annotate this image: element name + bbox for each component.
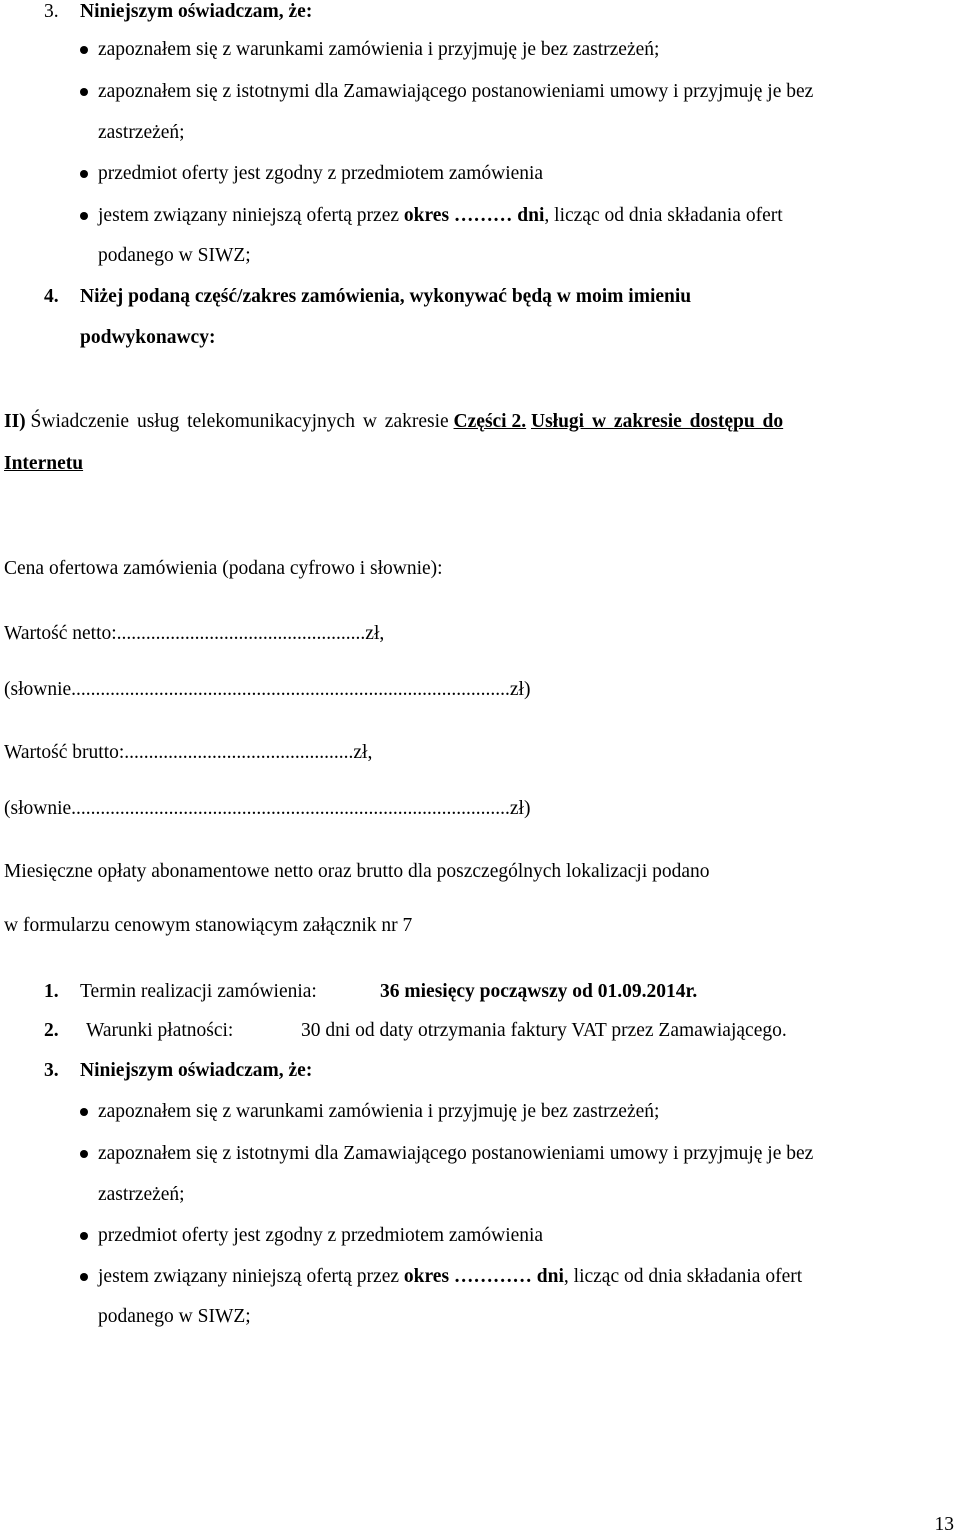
- net-value-field: Wartość netto:...................................................zł,: [4, 623, 385, 644]
- net-value-words-field: (słownie..........................................................................................zł): [4, 679, 531, 700]
- declaration-item: zapoznałem się z warunkami zamówienia i przyjmuję je bez zastrzeżeń;: [98, 1101, 660, 1122]
- part-2-title: Części 2.: [453, 411, 527, 432]
- section-3-heading: Niniejszym oświadczam, że:: [80, 1, 313, 22]
- bullet-icon: [80, 170, 88, 178]
- declaration-item: przedmiot oferty jest zgodny z przedmiotem zamówienia: [98, 163, 544, 184]
- monthly-fees-line1: Miesięczne opłaty abonamentowe netto oraz brutto dla poszczególnych lokalizacji podano: [4, 861, 710, 882]
- gross-value-words-field: (słownie..........................................................................................zł): [4, 798, 531, 819]
- dni-label: dni: [517, 205, 545, 226]
- term-number: 1.: [44, 981, 59, 1002]
- part-description: Świadczenie usług telekomunikacyjnych w zakresie: [30, 411, 449, 432]
- page-number: 13: [934, 1514, 954, 1535]
- term-number: 2.: [44, 1020, 59, 1041]
- okres-label: okres: [403, 1266, 450, 1287]
- declaration-item: zapoznałem się z istotnymi dla Zamawiającego postanowieniami umowy i przyjmuję je bez: [98, 81, 814, 102]
- offer-binding-text: jestem związany niniejszą ofertą przez: [98, 1266, 400, 1287]
- offer-binding-line: [98, 1265, 802, 1289]
- section-3-number: 3.: [44, 1060, 59, 1081]
- declaration-item: zapoznałem się z warunkami zamówienia i przyjmuję je bez zastrzeżeń;: [98, 39, 660, 60]
- declaration-item: zapoznałem się z istotnymi dla Zamawiającego postanowieniami umowy i przyjmuję je bez: [98, 1143, 814, 1164]
- gross-value-field: Wartość brutto:...............................................zł,: [4, 742, 373, 763]
- part-2-subject-cont: Internetu: [4, 453, 84, 474]
- offer-binding-line2: podanego w SIWZ;: [98, 245, 251, 266]
- bullet-icon: [80, 1232, 88, 1240]
- bullet-icon: [80, 212, 88, 220]
- section-3-number: 3.: [44, 1, 59, 22]
- okres-label: okres: [403, 205, 450, 226]
- bullet-icon: [80, 88, 88, 96]
- monthly-fees-line2: w formularzu cenowym stanowiącym załącznik nr 7: [4, 915, 413, 936]
- days-blank: ………: [453, 205, 513, 226]
- declaration-item: przedmiot oferty jest zgodny z przedmiotem zamówienia: [98, 1225, 544, 1246]
- part-ii-line: [4, 410, 956, 434]
- term-label: Warunki płatności:: [86, 1020, 234, 1041]
- section-4-number: 4.: [44, 286, 59, 307]
- part-2-subject: Usługi w zakresie dostępu do: [530, 411, 784, 432]
- days-blank: …………: [453, 1266, 532, 1287]
- term-label: Termin realizacji zamówienia:: [80, 981, 317, 1002]
- offer-binding-line2: podanego w SIWZ;: [98, 1306, 251, 1327]
- bullet-icon: [80, 1150, 88, 1158]
- term-value: 36 miesięcy począwszy od 01.09.2014r.: [380, 981, 698, 1002]
- bullet-icon: [80, 1273, 88, 1281]
- bullet-icon: [80, 46, 88, 54]
- section-4-line1: Niżej podaną część/zakres zamówienia, wykonywać będą w moim imieniu: [80, 286, 692, 307]
- part-roman-number: II): [4, 411, 26, 432]
- section-4-line2: podwykonawcy:: [80, 327, 216, 348]
- offer-binding-text: jestem związany niniejszą ofertą przez: [98, 205, 400, 226]
- section-3-heading: Niniejszym oświadczam, że:: [80, 1060, 313, 1081]
- offer-binding-rest: , licząc od dnia składania ofert: [563, 1266, 803, 1287]
- declaration-item-continued: zastrzeżeń;: [98, 122, 185, 143]
- bullet-icon: [80, 1108, 88, 1116]
- offer-binding-line: [98, 204, 783, 228]
- declaration-item-continued: zastrzeżeń;: [98, 1184, 185, 1205]
- dni-label: dni: [536, 1266, 564, 1287]
- term-value: 30 dni od daty otrzymania faktury VAT przez Zamawiającego.: [301, 1020, 787, 1041]
- price-heading: Cena ofertowa zamówienia (podana cyfrowo i słownie):: [4, 558, 443, 579]
- offer-binding-rest: , licząc od dnia składania ofert: [544, 205, 783, 226]
